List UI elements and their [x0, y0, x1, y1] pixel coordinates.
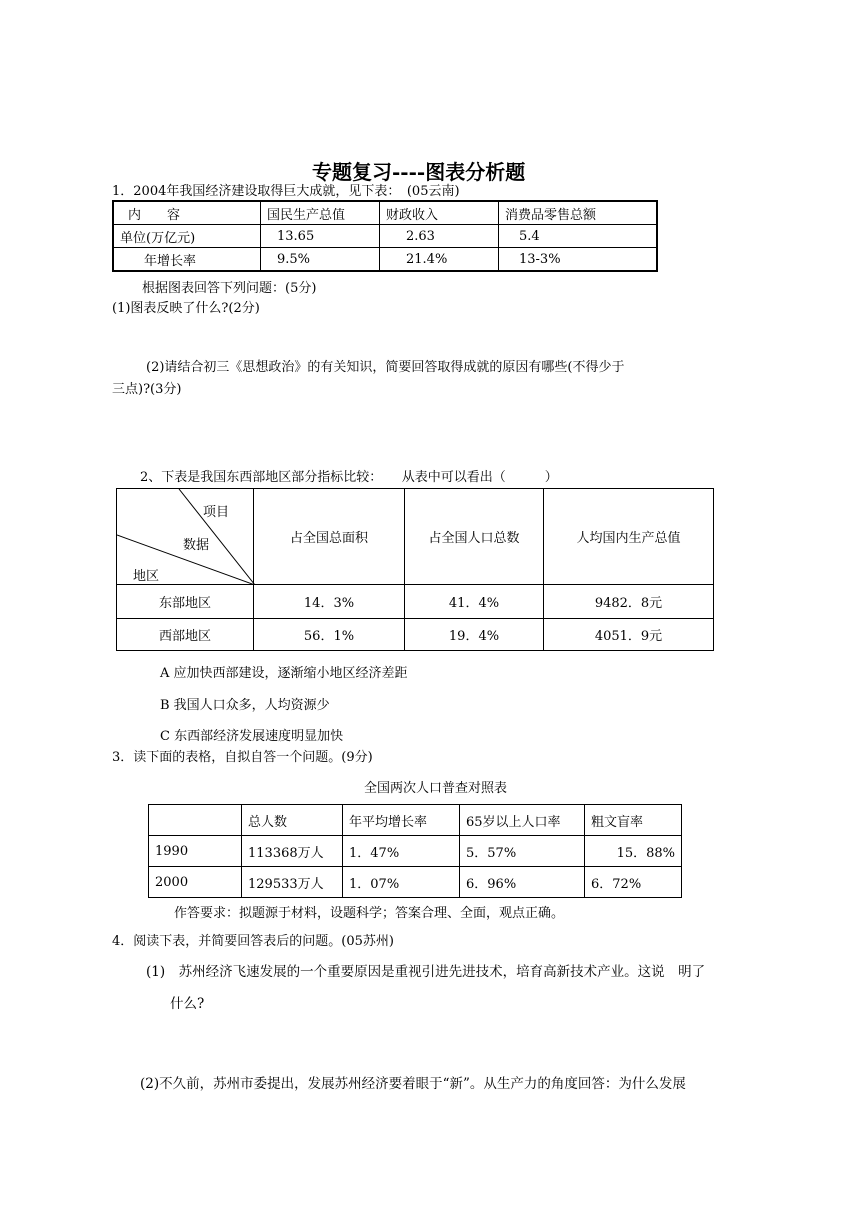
q2-option-b: B 我国人口众多，人均资源少	[160, 698, 330, 713]
table-cell: 41．4%	[405, 585, 544, 619]
table-cell: 5.4	[499, 225, 658, 248]
q3-table	[148, 804, 682, 898]
table-cell: 9482．8元	[544, 585, 714, 619]
table-cell: 1．47%	[343, 836, 460, 867]
table-row	[113, 201, 657, 225]
q1-sub2-line2: 三点)?(3分)	[112, 382, 182, 397]
q4-sub1-line1: (1) 苏州经济飞速发展的一个重要原因是重视引进先进技术，培育高新技术产业。这说 明了	[146, 964, 706, 980]
table-row	[113, 248, 657, 272]
q2-heading: 2、下表是我国东西部地区部分指标比较： 从表中可以看出（ ）	[140, 470, 558, 485]
table-cell: 占全国总面积	[254, 489, 405, 585]
q4-sub2: (2)不久前，苏州市委提出，发展苏州经济要着眼于“新”。从生产力的角度回答：为什么发展	[140, 1076, 686, 1092]
corner-region-label: 地区	[133, 569, 160, 584]
table-cell: 65岁以上人口率	[460, 805, 585, 836]
q1-prompt: 根据图表回答下列问题：(5分)	[142, 281, 317, 296]
q1-heading: 1．2004年我国经济建设取得巨大成就，见下表： (05云南)	[112, 184, 460, 199]
table-cell: 粗文盲率	[585, 805, 682, 836]
table-cell: 内 容	[113, 201, 261, 225]
page-title: 专题复习----图表分析题	[312, 160, 526, 184]
corner-item-label: 项目	[203, 505, 230, 520]
table-cell: 西部地区	[117, 619, 254, 651]
table-cell: 15．88%	[585, 836, 682, 867]
table-row	[113, 225, 657, 248]
table-cell: 2000	[149, 867, 242, 898]
table-row	[149, 836, 682, 867]
table-cell: 消费品零售总额	[499, 201, 658, 225]
table-cell: 9.5%	[261, 248, 380, 272]
q4-heading: 4．阅读下表，并简要回答表后的问题。(05苏州)	[112, 934, 394, 949]
q1-sub2-line1: (2)请结合初三《思想政治》的有关知识，简要回答取得成就的原因有哪些(不得少于	[146, 360, 625, 375]
table-cell: 单位(万亿元)	[113, 225, 261, 248]
table-cell: 6．72%	[585, 867, 682, 898]
table-cell: 19．4%	[405, 619, 544, 651]
q3-requirement: 作答要求：拟题源于材料，设题科学；答案合理、全面，观点正确。	[174, 906, 565, 921]
table-cell: 财政收入	[380, 201, 499, 225]
q4-sub1-line2: 什么?	[170, 996, 205, 1012]
corner-data-label: 数据	[183, 538, 210, 553]
table-row	[117, 585, 714, 619]
table-cell: 年平均增长率	[343, 805, 460, 836]
q1-table	[112, 200, 658, 272]
q3-table-title: 全国两次人口普查对照表	[364, 781, 508, 796]
table-cell: 113368万人	[242, 836, 343, 867]
table-cell: 6．96%	[460, 867, 585, 898]
table-cell: 东部地区	[117, 585, 254, 619]
table-cell: 总人数	[242, 805, 343, 836]
table-cell: 56．1%	[254, 619, 405, 651]
table-cell: 21.4%	[380, 248, 499, 272]
table-cell: 5．57%	[460, 836, 585, 867]
table-cell: 年增长率	[113, 248, 261, 272]
table-row	[149, 805, 682, 836]
table-cell: 占全国人口总数	[405, 489, 544, 585]
table-cell: 1．07%	[343, 867, 460, 898]
table-row	[117, 619, 714, 651]
table-cell: 人均国内生产总值	[544, 489, 714, 585]
table-cell: 4051．9元	[544, 619, 714, 651]
q2-option-c: C 东西部经济发展速度明显加快	[160, 729, 344, 744]
table-row	[117, 489, 714, 585]
table-cell: 1990	[149, 836, 242, 867]
table-cell: 14．3%	[254, 585, 405, 619]
table-cell	[149, 805, 242, 836]
q2-option-a: A 应加快西部建设，逐渐缩小地区经济差距	[160, 666, 408, 681]
q2-table	[116, 488, 714, 651]
table-cell: 13.65	[261, 225, 380, 248]
table-cell: 国民生产总值	[261, 201, 380, 225]
corner-cell	[117, 489, 254, 585]
table-cell: 2.63	[380, 225, 499, 248]
q1-sub1: (1)图表反映了什么?(2分)	[112, 301, 260, 316]
table-cell: 13-3%	[499, 248, 658, 272]
table-cell: 129533万人	[242, 867, 343, 898]
q3-heading: 3．读下面的表格，自拟自答一个问题。(9分)	[112, 750, 373, 765]
table-row	[149, 867, 682, 898]
